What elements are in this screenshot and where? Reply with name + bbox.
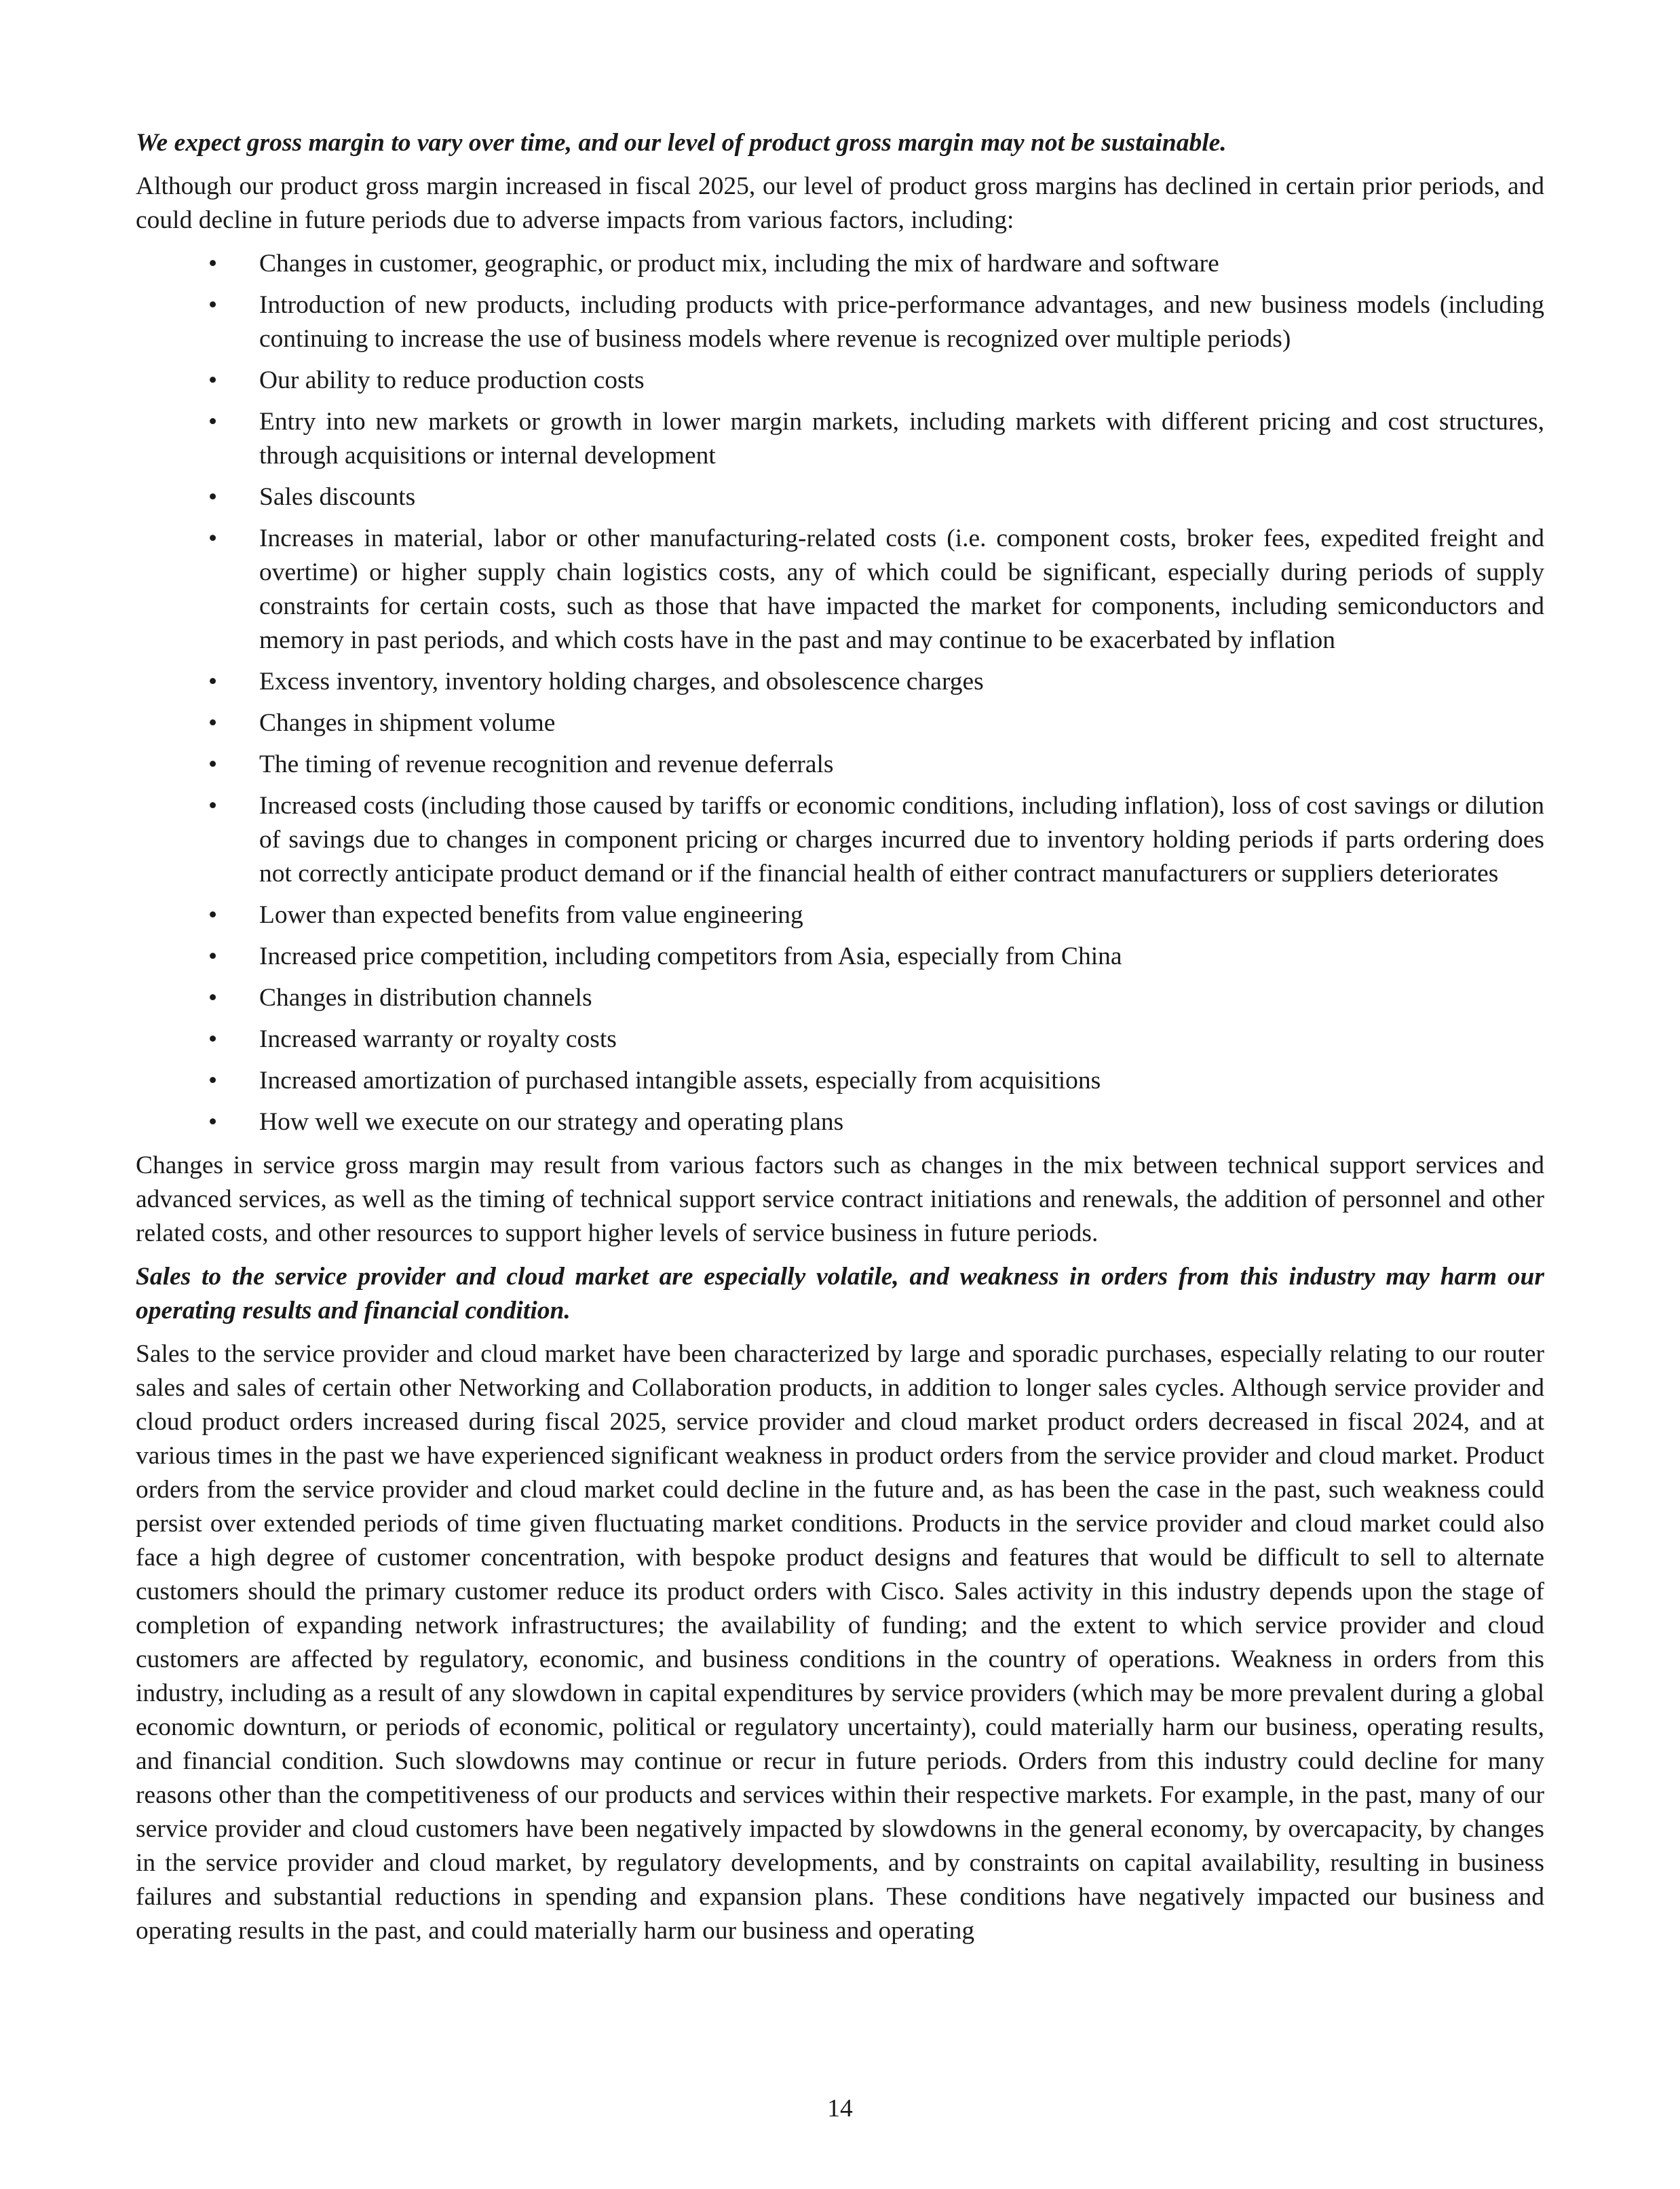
list-item [136,364,1544,398]
list-item-text: Our ability to reduce production costs [259,366,645,394]
list-item-text: Changes in distribution channels [259,984,592,1012]
list-item [136,480,1544,514]
bullet-icon: • [208,291,218,319]
bullet-icon: • [208,1067,218,1094]
list-item [136,748,1544,782]
list-item-text: Increased warranty or royalty costs [259,1025,617,1053]
service-gross-margin-paragraph: Changes in service gross margin may result from various factors such as changes in the mix between technical support services and advanced services, as well as the timing of technical support service contract initiations and renewals, the addition of personnel and other related costs, and other resources to support higher levels of service business in future periods. [136,1151,1544,1247]
service-provider-paragraph: Sales to the service provider and cloud market have been characterized by large and sporadic purchases, especially relating to our router sales and sales of certain other Networking and Collaboration products, in addition to longer sales cycles. Although service provider and cloud product orders increased during fiscal 2025, service provider and cloud market product orders decreased in fiscal 2024, and at various times in the past we have experienced significant weakness in product orders from the service provider and cloud market. Product orders from the service provider and cloud market could decline in the future and, as has been the case in the past, such weakness could persist over extended periods of time given fluctuating market conditions. Products in the service provider and cloud market could also face a high degree of customer concentration, with bespoke product designs and features that would be difficult to sell to alternate customers should the primary customer reduce its product orders with Cisco. Sales activity in this industry depends upon the stage of completion of expanding network infrastructures; the availability of funding; and the extent to which service provider and cloud customers are affected by regulatory, economic, and business conditions in the country of operations. Weakness in orders from this industry, including as a result of any slowdown in capital expenditures by service providers (which may be more prevalent during a global economic downturn, or periods of economic, political or regulatory uncertainty), could materially harm our business, operating results, and financial condition. Such slowdowns may continue or recur in future periods. Orders from this industry could decline for many reasons other than the competitiveness of our products and services within their respective markets. For example, in the past, many of our service provider and cloud customers have been negatively impacted by slowdowns in the general economy, by overcapacity, by changes in the service provider and cloud market, by regulatory developments, and by constraints on capital availability, resulting in business failures and substantial reductions in spending and expansion plans. These conditions have negatively impacted our business and operating results in the past, and could materially harm our business and operating [136,1340,1544,1945]
page-number: 14 [827,2095,853,2123]
bullet-icon: • [208,668,218,696]
bullet-icon: • [208,709,218,737]
list-item-text: Excess inventory, inventory holding charges, and obsolescence charges [259,668,984,696]
list-item-text: How well we execute on our strategy and operating plans [259,1108,844,1136]
list-item [136,288,1544,356]
bullet-icon: • [208,901,218,929]
bullet-icon: • [208,525,218,552]
list-item-text: Lower than expected benefits from value engineering [259,901,803,929]
list-item [136,247,1544,281]
document-page [136,126,1544,1958]
section-heading-gross-margin: We expect gross margin to vary over time, and our level of product gross margin may not be sustainable. [136,129,1227,157]
list-item [136,789,1544,891]
list-item [136,898,1544,932]
bullet-icon: • [208,366,218,394]
list-item-text: Increased price competition, including competitors from Asia, especially from China [259,943,1122,970]
bullet-icon: • [208,750,218,778]
list-item [136,1064,1544,1098]
bullet-icon: • [208,408,218,436]
list-item [136,522,1544,658]
list-item-text: Introduction of new products, including products with price-performance advantages, and new business models (including continuing to increase the use of business models where revenue is recognized over multiple periods) [259,291,1544,353]
bullet-icon: • [208,483,218,511]
list-item-text: Increased amortization of purchased intangible assets, especially from acquisitions [259,1067,1101,1094]
list-item-text: The timing of revenue recognition and revenue deferrals [259,750,834,778]
list-item [136,981,1544,1015]
list-item-text: Changes in customer, geographic, or product mix, including the mix of hardware and software [259,250,1219,278]
list-item [136,1105,1544,1139]
list-item [136,405,1544,473]
list-item-text: Increased costs (including those caused by tariffs or economic conditions, including inflation), loss of cost savings or dilution of savings due to changes in component pricing or charges incurred due to inventory holding periods if parts ordering does not correctly anticipate product demand or if the financial health of either contract manufacturers or suppliers deteriorates [259,792,1544,888]
list-item [136,1023,1544,1057]
list-item-text: Changes in shipment volume [259,709,556,737]
bullet-icon: • [208,984,218,1012]
bullet-icon: • [208,943,218,970]
bullet-icon: • [208,1108,218,1136]
bullet-icon: • [208,1025,218,1053]
factor-list [136,247,1544,1139]
section-heading-service-provider: Sales to the service provider and cloud market are especially volatile, and weakness in orders from this industry may harm our operating results and financial condition. [136,1263,1544,1325]
list-item [136,706,1544,740]
bullet-icon: • [208,250,218,278]
list-item-text: Sales discounts [259,483,416,511]
list-item-text: Entry into new markets or growth in lower margin markets, including markets with different pricing and cost structures, through acquisitions or internal development [259,408,1544,470]
bullet-icon: • [208,792,218,820]
intro-paragraph: Although our product gross margin increased in fiscal 2025, our level of product gross margins has declined in certain prior periods, and could decline in future periods due to adverse impacts from various factors, including: [136,172,1544,234]
list-item [136,940,1544,974]
list-item [136,665,1544,699]
list-item-text: Increases in material, labor or other manufacturing-related costs (i.e. component costs, broker fees, expedited freight and overtime) or higher supply chain logistics costs, any of which could be significant, especially during periods of supply constraints for certain costs, such as those that have impacted the market for components, including semiconductors and memory in past periods, and which costs have in the past and may continue to be exacerbated by inflation [259,525,1544,654]
